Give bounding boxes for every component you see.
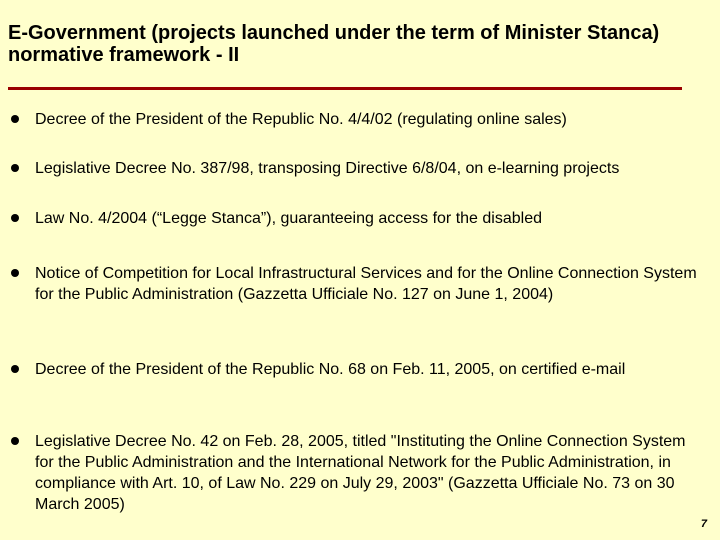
bullet-icon xyxy=(11,269,19,277)
list-item-text: Legislative Decree No. 42 on Feb. 28, 2005, titled "Instituting the Online Connection System for the Public Administration and the International Network for the Public Administration, in compliance with Art. 10, of Law No. 229 on July 29, 2003" (Gazzetta Ufficiale No. 73 on 30 March 2005) xyxy=(35,433,686,513)
slide-title: E-Government (projects launched under the term of Minister Stanca) normative framework - II xyxy=(8,22,660,66)
bullet-icon xyxy=(11,115,19,123)
bullet-icon xyxy=(11,365,19,373)
list-item-text: Decree of the President of the Republic No. 4/4/02 (regulating online sales) xyxy=(35,111,567,128)
list-item-text: Decree of the President of the Republic No. 68 on Feb. 11, 2005, on certified e-mail xyxy=(35,361,626,378)
list-item-text: Law No. 4/2004 (“Legge Stanca”), guaranteeing access for the disabled xyxy=(35,210,542,227)
list-item-text: Notice of Competition for Local Infrastructural Services and for the Online Connection System for the Public Administration (Gazzetta Ufficiale No. 127 on June 1, 2004) xyxy=(35,265,697,303)
bullet-icon xyxy=(11,214,19,222)
list-item-text: Legislative Decree No. 387/98, transposing Directive 6/8/04, on e-learning projects xyxy=(35,160,620,177)
bullet-icon xyxy=(11,164,19,172)
page-number: 7 xyxy=(700,518,707,530)
bullet-icon xyxy=(11,437,19,445)
